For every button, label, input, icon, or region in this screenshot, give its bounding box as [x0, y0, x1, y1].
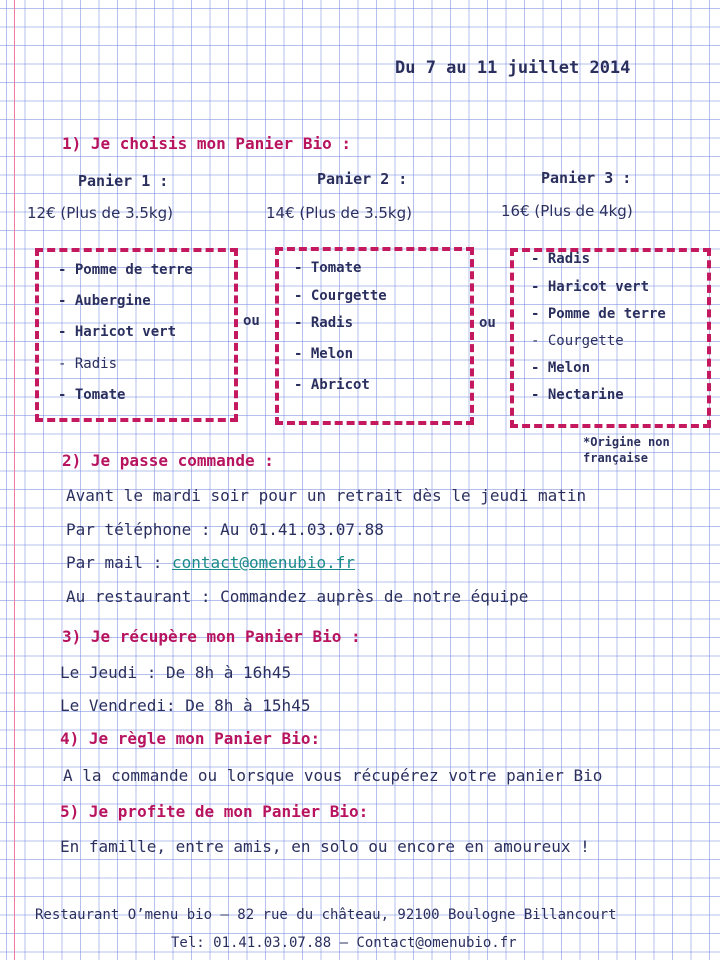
basket1-item: - Aubergine	[58, 293, 151, 309]
basket2-item: - Tomate	[294, 260, 362, 276]
origin-note	[583, 434, 670, 466]
basket2-item: - Melon	[294, 346, 354, 362]
step1-heading: 1) Je choisis mon Panier Bio :	[62, 134, 351, 153]
basket2-item: - Courgette	[294, 288, 387, 304]
basket3-title: Panier 3 :	[541, 169, 632, 187]
step4-heading: 4) Je règle mon Panier Bio:	[60, 729, 321, 748]
step3-heading: 3) Je récupère mon Panier Bio :	[62, 627, 361, 646]
pickup-friday: Le Vendredi: De 8h à 15h45	[60, 696, 311, 715]
basket1-price: 12€ (Plus de 3.5kg)	[27, 204, 173, 222]
origin-note-line2: française	[583, 451, 649, 465]
step2-heading: 2) Je passe commande :	[62, 451, 274, 470]
date-range: Du 7 au 11 juillet 2014	[395, 58, 631, 78]
mail-link[interactable]: contact@omenubio.fr	[171, 553, 355, 572]
basket1-item: - Radis	[58, 356, 118, 372]
pickup-thursday: Le Jeudi : De 8h à 16h45	[60, 663, 292, 682]
enjoy-text: En famille, entre amis, en solo ou encore en amoureux !	[60, 837, 590, 856]
footer-address: Restaurant O’menu bio – 82 rue du château, 92100 Boulogne Billancourt	[35, 907, 617, 923]
basket2-price: 14€ (Plus de 3.5kg)	[266, 204, 412, 222]
basket3-item: - Radis	[531, 251, 591, 267]
basket3-item: - Courgette	[531, 333, 624, 349]
basket3-item: - Haricot vert	[531, 279, 650, 295]
footer-contact: Tel: 01.41.03.07.88 – Contact@omenubio.fr	[171, 935, 517, 951]
basket3-price: 16€ (Plus de 4kg)	[501, 202, 633, 220]
step5-heading: 5) Je profite de mon Panier Bio:	[60, 802, 369, 821]
order-deadline: Avant le mardi soir pour un retrait dès le jeudi matin	[66, 486, 587, 505]
origin-note-line1: *Origine non	[583, 435, 670, 449]
basket1-title: Panier 1 :	[78, 172, 169, 190]
order-restaurant: Au restaurant : Commandez auprès de notre équipe	[66, 587, 529, 606]
basket2-item: - Radis	[294, 315, 354, 331]
order-mail-label: Par mail :	[66, 553, 172, 572]
basket1-item: - Tomate	[58, 387, 126, 403]
or-label: ou	[479, 315, 496, 331]
basket2-title: Panier 2 :	[317, 170, 408, 188]
basket3-item: - Nectarine	[531, 387, 624, 403]
order-phone: Par téléphone : Au 01.41.03.07.88	[66, 520, 384, 539]
basket2-item: - Abricot	[294, 377, 370, 393]
basket1-item: - Haricot vert	[58, 324, 177, 340]
basket3-item: - Pomme de terre	[531, 306, 666, 322]
payment-text: A la commande ou lorsque vous récupérez votre panier Bio	[63, 766, 603, 785]
or-label: ou	[243, 313, 260, 329]
basket3-item: - Melon	[531, 360, 591, 376]
order-mail	[66, 553, 355, 572]
basket1-item: - Pomme de terre	[58, 262, 193, 278]
